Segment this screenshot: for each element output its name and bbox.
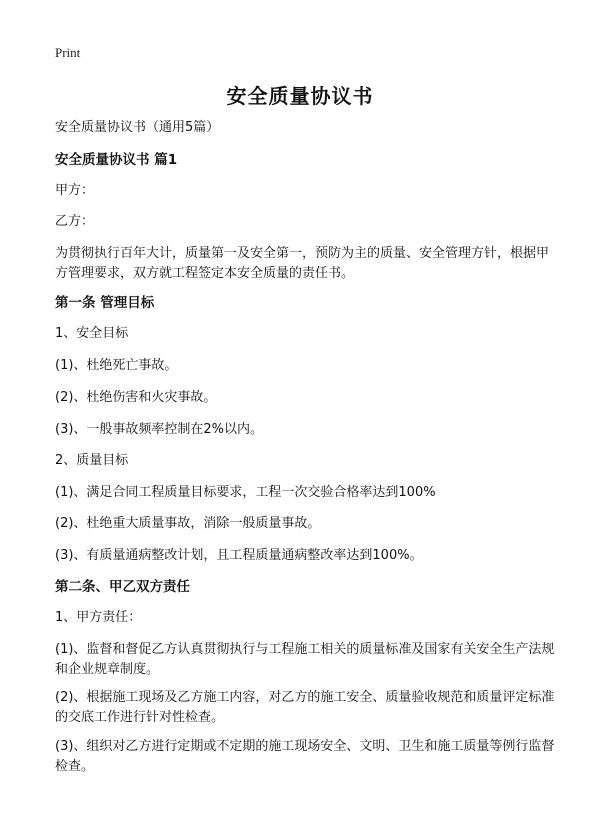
duty-item: (3)、组织对乙方进行定期或不定期的施工现场安全、文明、卫生和施工质量等例行监督检查。 [55, 739, 555, 774]
quality-goal-heading: 2、质量目标 [55, 453, 129, 468]
party-a-duty-heading: 1、甲方责任： [55, 610, 142, 625]
duty-item: (2)、根据施工现场及乙方施工内容，对乙方的施工安全、质量验收规范和质量评定标准的交底工作进行针对性检查。 [55, 690, 555, 725]
duty-item: (1)、监督和督促乙方认真贯彻执行与工程施工相关的质量标准及国家有关安全生产法规和企业规章制度。 [55, 642, 555, 677]
print-link[interactable]: Print [55, 45, 81, 60]
article-2-title: 第二条、甲乙双方责任 [55, 579, 190, 595]
quality-item: (1)、满足合同工程质量目标要求，工程一次交验合格率达到100% [55, 485, 436, 500]
party-a-line: 甲方： [55, 183, 95, 198]
party-b-line: 乙方： [55, 214, 95, 229]
document-subtitle: 安全质量协议书（通用5篇） [55, 120, 220, 135]
safety-item: (3)、一般事故频率控制在2%以内。 [55, 422, 264, 437]
quality-item: (3)、有质量通病整改计划，且工程质量通病整改率达到100%。 [55, 548, 423, 563]
section-title: 安全质量协议书 篇1 [55, 152, 178, 168]
document-title: 安全质量协议书 [226, 84, 374, 108]
safety-item: (2)、杜绝伤害和火灾事故。 [55, 390, 217, 405]
article-1-title: 第一条 管理目标 [55, 295, 155, 311]
safety-item: (1)、杜绝死亡事故。 [55, 358, 178, 373]
quality-item: (2)、杜绝重大质量事故，消除一般质量事故。 [55, 516, 321, 531]
safety-goal-heading: 1、安全目标 [55, 326, 129, 341]
intro-paragraph: 为贯彻执行百年大计，质量第一及安全第一，预防为主的质量、安全管理方针，根据甲方管理要求，双方就工程签定本安全质量的责任书。 [55, 246, 550, 281]
